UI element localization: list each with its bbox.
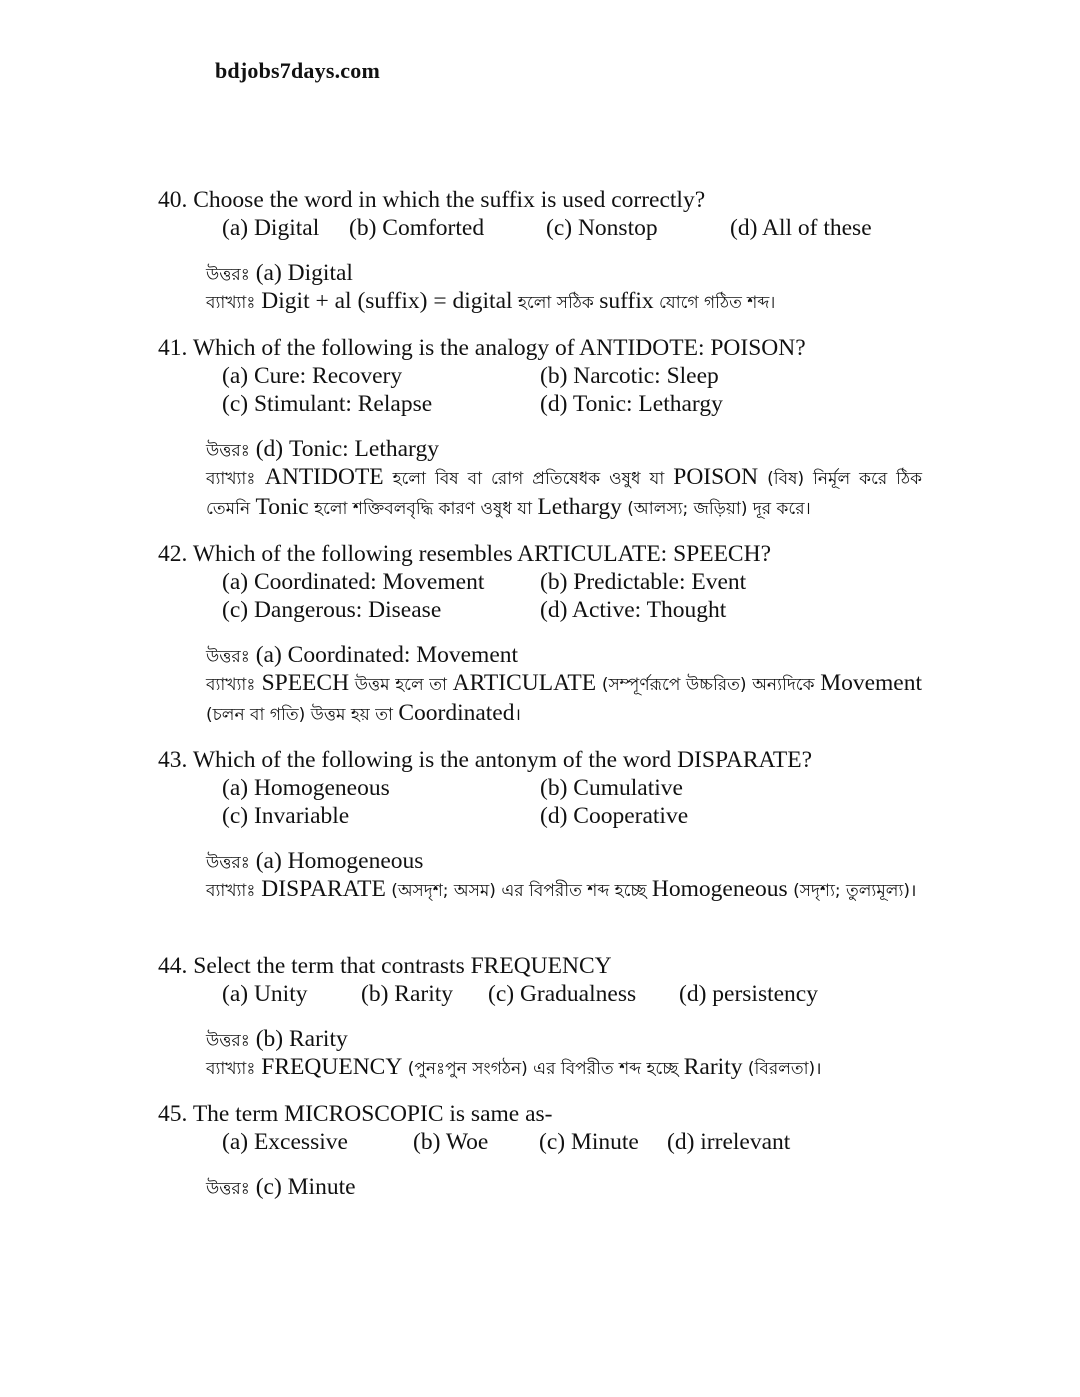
option-d: (d) All of these	[730, 215, 872, 242]
expl-bangla: যোগে গঠিত শব্দ।	[653, 293, 776, 314]
option-a: (a) Unity	[222, 981, 308, 1008]
expl-term: DISPARATE	[261, 876, 386, 903]
explanation-label: ব্যাখ্যাঃ	[206, 1059, 256, 1080]
answer	[206, 1173, 938, 1201]
option-c: (c) Nonstop	[546, 215, 658, 242]
options	[222, 214, 938, 243]
explanation	[206, 669, 922, 729]
explanation-label: ব্যাখ্যাঃ	[206, 881, 256, 902]
option-b: (b) Cumulative	[540, 775, 683, 802]
answer-label: উত্তরঃ	[206, 647, 250, 668]
option-d: (d) irrelevant	[667, 1129, 791, 1156]
answer-text: (b) Rarity	[255, 1026, 348, 1053]
expl-term: FREQUENCY	[261, 1054, 403, 1081]
question-stem: 42. Which of the following resembles ARTICULATE: SPEECH?	[158, 541, 771, 567]
answer-label: উত্তরঃ	[206, 441, 250, 462]
option-a: (a) Cure: Recovery	[222, 363, 403, 390]
expl-bangla: উত্তম হলে তা	[349, 675, 453, 696]
question-44	[158, 952, 938, 1083]
option-b: (b) Comforted	[349, 215, 485, 242]
option-d: (d) Cooperative	[540, 803, 689, 830]
option-d: (d) Tonic: Lethargy	[540, 391, 723, 418]
site-header: bdjobs7days.com	[215, 58, 380, 83]
option-c: (c) Dangerous: Disease	[222, 597, 442, 624]
question-stem: 44. Select the term that contrasts FREQUENCY	[158, 953, 612, 979]
explanation	[206, 463, 922, 523]
expl-term: Digit + al (suffix) = digital	[261, 288, 513, 315]
expl-bangla: (সদৃশ্য; তুল্যমূল্য)।	[787, 881, 917, 902]
expl-term: Movement	[820, 670, 923, 697]
expl-term: Tonic	[255, 494, 309, 521]
option-c: (c) Stimulant: Relapse	[222, 391, 433, 418]
options	[222, 774, 938, 831]
answer	[206, 641, 938, 669]
option-b: (b) Predictable: Event	[540, 569, 747, 596]
question-42	[158, 540, 938, 729]
expl-term: Coordinated	[398, 700, 515, 727]
expl-bangla: (বিরলতা)।	[742, 1059, 822, 1080]
question-40	[158, 186, 938, 317]
expl-term: Homogeneous	[651, 876, 788, 903]
explanation-label: ব্যাখ্যাঃ	[206, 293, 256, 314]
answer	[206, 847, 938, 875]
question-45	[158, 1100, 938, 1201]
expl-term: POISON	[673, 464, 759, 491]
explanation	[206, 1053, 922, 1083]
question-stem: 45. The term MICROSCOPIC is same as-	[158, 1101, 553, 1127]
option-d: (d) Active: Thought	[540, 597, 727, 624]
expl-bangla: (আলস্য; জড়িয়া) দূর করে।	[621, 499, 811, 520]
answer-text: (d) Tonic: Lethargy	[255, 436, 439, 463]
expl-bangla: হলো সঠিক	[512, 293, 600, 314]
option-a: (a) Coordinated: Movement	[222, 569, 485, 596]
option-b: (b) Woe	[413, 1129, 489, 1156]
option-c: (c) Minute	[539, 1129, 639, 1156]
explanation	[206, 875, 922, 905]
expl-bangla: হলো শক্তিবলবৃদ্ধি কারণ ওষুধ যা	[308, 499, 538, 520]
answer-label: উত্তরঃ	[206, 1031, 250, 1052]
option-b: (b) Rarity	[361, 981, 454, 1008]
question-stem: 40. Choose the word in which the suffix is used correctly?	[158, 187, 706, 213]
explanation-label: ব্যাখ্যাঃ	[206, 675, 256, 696]
expl-term: suffix	[599, 288, 654, 315]
expl-bangla: (অসদৃশ; অসম) এর বিপরীত শব্দ হচ্ছে	[385, 881, 652, 902]
answer-text: (a) Homogeneous	[255, 848, 424, 875]
option-c: (c) Gradualness	[488, 981, 637, 1008]
expl-bangla: (চলন বা গতি) উত্তম হয় তা	[206, 705, 399, 726]
answer	[206, 435, 938, 463]
option-a: (a) Homogeneous	[222, 775, 390, 802]
expl-bangla: (সম্পূর্ণরূপে উচ্চরিত) অন্যদিকে	[596, 675, 821, 696]
answer	[206, 259, 938, 287]
option-c: (c) Invariable	[222, 803, 350, 830]
answer	[206, 1025, 938, 1053]
option-a: (a) Excessive	[222, 1129, 348, 1156]
expl-term: Rarity	[683, 1054, 743, 1081]
question-41	[158, 334, 938, 523]
expl-bangla: হলো বিষ বা রোগ প্রতিষেধক ওষুধ যা	[383, 469, 674, 490]
answer-label: উত্তরঃ	[206, 853, 250, 874]
options	[222, 1128, 938, 1157]
expl-term: ARTICULATE	[452, 670, 597, 697]
expl-term: SPEECH	[261, 670, 350, 697]
option-b: (b) Narcotic: Sleep	[540, 363, 719, 390]
expl-term: Lethargy	[537, 494, 622, 521]
option-a: (a) Digital	[222, 215, 320, 242]
question-stem: 43. Which of the following is the antonym of the word DISPARATE?	[158, 747, 813, 773]
question-43	[158, 746, 938, 905]
explanation	[206, 287, 922, 317]
answer-label: উত্তরঃ	[206, 265, 250, 286]
expl-bangla: (বিষ) নির্মূল করে ঠিক তেমনি	[206, 469, 923, 520]
expl-bangla: ।	[514, 705, 521, 726]
answer-text: (a) Digital	[255, 260, 353, 287]
options	[222, 568, 938, 625]
option-d: (d) persistency	[679, 981, 818, 1008]
question-stem: 41. Which of the following is the analogy of ANTIDOTE: POISON?	[158, 335, 806, 361]
answer-text: (c) Minute	[255, 1174, 356, 1201]
expl-term: ANTIDOTE	[264, 464, 384, 491]
options	[222, 362, 938, 419]
answer-text: (a) Coordinated: Movement	[255, 642, 519, 669]
options	[222, 980, 938, 1009]
explanation-label: ব্যাখ্যাঃ	[206, 469, 256, 490]
answer-label: উত্তরঃ	[206, 1179, 250, 1200]
expl-bangla: (পুনঃপুন সংগঠন) এর বিপরীত শব্দ হচ্ছে	[402, 1059, 684, 1080]
